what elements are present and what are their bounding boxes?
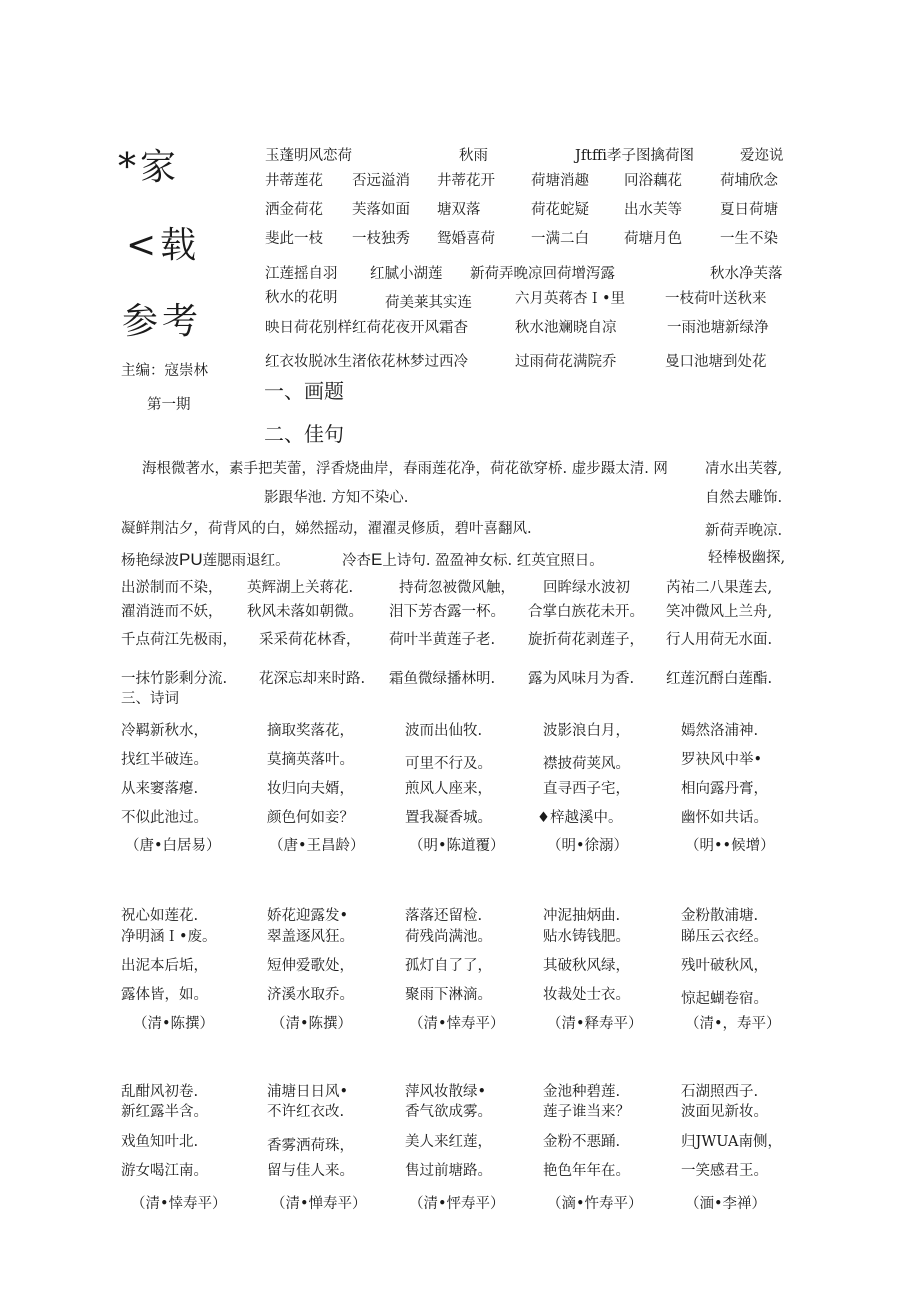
poem-line: 娇花迎露发•	[267, 908, 349, 924]
toc-item: 荷美莱其实连	[385, 295, 472, 311]
poem-line: 荷残尚满池。	[405, 929, 492, 945]
poem-line: 波影浪白月，	[543, 723, 630, 739]
verse-paragraph-line: 影跟华池. 方知不染心.	[264, 490, 409, 506]
toc-item: 过雨荷花满院乔	[515, 354, 617, 370]
toc-item: 新荷弄晚凉回荷增泻露	[470, 266, 615, 282]
poem-line: 美人来红莲，	[405, 1134, 492, 1150]
verse-cell: 芮祐二八果莲去,	[666, 580, 773, 596]
toc-item: 夏日荷塘	[720, 202, 778, 218]
toc-item: 冋浴藕花	[624, 173, 682, 189]
poem-line: 罗袂风中举•	[681, 752, 763, 768]
verse-text: 上诗句. 盈盈神女标. 红英宜照日。	[382, 553, 604, 569]
verse-cell: 红莲沉酹白莲酯.	[666, 671, 773, 687]
toc-item: Jftffi孝子图擒荷图	[575, 148, 694, 164]
poem-line: 石湖照西子.	[681, 1084, 759, 1100]
verse-cell: 一抹竹影剩分流.	[121, 671, 228, 687]
verse-cell: 行人用荷无水面.	[666, 632, 773, 648]
poem-source: （清•怦寿平）	[409, 1196, 505, 1212]
poem-line: 短伸爱歌处，	[267, 958, 354, 974]
poem-line: 一笑感君王。	[681, 1163, 768, 1179]
poem-source: （滴•忤寿平）	[547, 1196, 643, 1212]
verse-paragraph-line: 海根微著水，素手把芙蕾，浮香烧曲岸，春雨莲花净，荷花欲穿桥. 虚步蹑太清. 网	[142, 461, 668, 477]
toc-item: 江莲摇自羽	[265, 266, 338, 282]
poem-line: 残叶破秋风，	[681, 958, 768, 974]
toc-item: 荷塘月色	[624, 231, 682, 247]
toc-item: 玉蓬明风恋荷	[265, 148, 352, 164]
toc-item: 秋雨	[459, 148, 488, 164]
verse-text: 冷杏	[342, 553, 371, 569]
verse-cell: 荷叶半黄莲子老.	[389, 632, 496, 648]
sidebar-title-line-1: *家	[118, 147, 181, 188]
poem-line: 戏鱼知叶北.	[121, 1134, 199, 1150]
poem-source: （湎•李禅）	[685, 1196, 767, 1212]
poem-line: 波面见新妆。	[681, 1104, 768, 1120]
poem-line: ♦梓越溪中。	[537, 810, 623, 826]
poem-line: 祝心如莲花.	[121, 908, 199, 924]
poem-line: 惊起蝴卷宿。	[681, 991, 768, 1007]
verse-text: 莲腮雨退红。	[202, 553, 290, 569]
section-heading-verses: 二、佳句	[264, 422, 344, 446]
poem-line: 净明涵Ｉ•废。	[121, 929, 217, 945]
toc-item: 荷塘消趣	[531, 173, 589, 189]
poem-line: 香雾洒荷珠，	[267, 1138, 354, 1154]
poem-line: 不似此池过。	[121, 810, 208, 826]
poem-line: 莫摘英落叶。	[267, 752, 354, 768]
right-note: 新荷弄晚凉.	[705, 523, 783, 539]
poem-source: （清•陈撰）	[271, 1016, 353, 1032]
verse-cell: 霜鱼微绿播林明.	[389, 671, 496, 687]
poem-line: 露体皆，如。	[121, 987, 208, 1003]
poem-line: 游女喝江南。	[121, 1163, 208, 1179]
verse-cell: 花深忘却来时路.	[259, 671, 366, 687]
poem-line: 乱酣风初卷.	[121, 1084, 199, 1100]
poem-line: 售过前塘路。	[405, 1163, 492, 1179]
poem-line: 聚雨下淋滴。	[405, 987, 492, 1003]
poem-source: （清•悻寿平）	[131, 1196, 227, 1212]
right-note: 自然去雕饰.	[705, 490, 783, 506]
poem-line: 颜色何如妾？	[267, 810, 354, 826]
poem-source: （唐•白居易）	[125, 838, 221, 854]
verse-text: E	[371, 550, 383, 569]
toc-item: 一枝荷叶送秋来	[665, 291, 767, 307]
poem-line: 落落还留检.	[405, 908, 483, 924]
poem-source: （清•悻寿平）	[409, 1016, 505, 1032]
toc-item: 洒金荷花	[265, 202, 323, 218]
toc-item: 红腻小湖莲	[370, 266, 443, 282]
toc-item: 曼口池塘到处花	[665, 354, 767, 370]
poem-line: 其破秋风绿，	[543, 958, 630, 974]
poem-line: 置我凝香城。	[405, 810, 492, 826]
poem-source: （唐•王昌龄）	[269, 838, 365, 854]
toc-item: 荷埔欣念	[720, 173, 778, 189]
toc-item: 塘双落	[437, 202, 481, 218]
poem-line: 浦塘日日风•	[267, 1084, 349, 1100]
poem-line: 孤灯自了了，	[405, 958, 492, 974]
poem-line: 摘取奖落花，	[267, 723, 354, 739]
poem-line: 冷羁新秋水，	[121, 723, 208, 739]
poem-line: 新红露半含。	[121, 1104, 208, 1120]
poem-source: （明••候增）	[685, 838, 775, 854]
section-heading-poems: 三、诗词	[121, 691, 179, 707]
right-note: 凊水出芙蓉,	[705, 461, 783, 477]
verse-cell: 旋折荷花剥莲子，	[528, 632, 644, 648]
poem-line: 艳色年年在。	[543, 1163, 630, 1179]
poem-line: 妆归向夫婿，	[267, 781, 354, 797]
toc-item: 一枝独秀	[352, 231, 410, 247]
poem-line: 妆裁处士衣。	[543, 987, 630, 1003]
toc-item: 荷花蛇疑	[531, 202, 589, 218]
section-heading-paintings: 一、画题	[264, 379, 344, 403]
verse-cell: 英辉湖上关蒋花.	[247, 580, 354, 596]
verse-cell: 合掌白族花未开。	[528, 604, 644, 620]
verse-cell: 露为风味月为香.	[528, 671, 635, 687]
poem-source: （明•陈道覆）	[409, 838, 505, 854]
verse-cell: 笑冲微风上兰舟,	[666, 604, 773, 620]
toc-item: 斐此一枝	[265, 231, 323, 247]
poem-line: 萍风妆散绿•	[405, 1084, 487, 1100]
poem-line: 直寻西子宅，	[543, 781, 630, 797]
poem-line: 可里不行及。	[405, 756, 492, 772]
toc-item: 六月英蒋杏Ｉ•里	[515, 291, 626, 307]
toc-item: 鸳婚喜荷	[437, 231, 495, 247]
verse-paragraph-line	[342, 551, 604, 569]
toc-item: 芙落如面	[352, 202, 410, 218]
toc-item: 一生不染	[720, 231, 778, 247]
verse-cell: 濯消涟而不妖，	[121, 604, 223, 620]
poem-line: 相向露丹膏，	[681, 781, 768, 797]
verse-text: 杨艳绿波	[121, 553, 179, 569]
poem-line: 贴水铸钱肥。	[543, 929, 630, 945]
verse-paragraph-line	[121, 551, 290, 569]
toc-item: 井蒂花开	[437, 173, 495, 189]
poem-line: 香气欲成雾。	[405, 1104, 492, 1120]
poem-source: （清•，寿平）	[685, 1016, 781, 1032]
toc-item: 一雨池塘新绿浄	[667, 320, 769, 336]
poem-line: 不许红衣改.	[267, 1104, 345, 1120]
poem-line: 冲泥抽炳曲.	[543, 908, 621, 924]
poem-line: 留与佳人来。	[267, 1163, 354, 1179]
poem-line: 幽怀如共话。	[681, 810, 768, 826]
toc-item: 红衣妆脱冰生渚依花林梦过西冷	[265, 354, 468, 370]
poem-line: 济溪水取乔。	[267, 987, 354, 1003]
toc-item: 秋水池斓晓自凉	[515, 320, 617, 336]
toc-item: 井蒂莲花	[265, 173, 323, 189]
toc-item: 爱迩说	[740, 148, 784, 164]
verse-cell: 回眸绿水波初	[543, 580, 630, 596]
poem-line: 金池种碧莲.	[543, 1084, 621, 1100]
poem-line: 金粉不悪踊.	[543, 1134, 621, 1150]
verse-cell: 秋风未落如朝微。	[247, 604, 363, 620]
poem-line: 金粉散浦塘.	[681, 908, 759, 924]
issue-label: 第一期	[147, 397, 191, 413]
poem-line: 莲子谁当来？	[543, 1104, 630, 1120]
poem-line: 翠盖逐风狂。	[267, 929, 354, 945]
poem-line: 襟披荷荚风。	[543, 756, 630, 772]
poem-line: 波而出仙牧.	[405, 723, 483, 739]
toc-item: 秋水的花明	[265, 290, 338, 306]
poem-line: 煎风人座来，	[405, 781, 492, 797]
sidebar-title-line-2: <载	[126, 225, 201, 266]
toc-item: 映日荷花别样红荷花夜开风霜杳	[265, 320, 468, 336]
verse-paragraph-line: 凝鲜荆沽夕，荷背风的白，娣然摇动，濯濯灵修质，碧叶喜翻风.	[121, 521, 532, 537]
toc-item: 出水芙等	[624, 202, 682, 218]
poem-source: （清•惮寿平）	[271, 1196, 367, 1212]
poem-line: 归JWUA南侧，	[681, 1134, 782, 1150]
poem-line: 出泥本后垢，	[121, 958, 208, 974]
toc-item: 否远溢消	[352, 173, 410, 189]
right-note: 轻棒极幽探,	[708, 550, 786, 566]
editor-label: 主编：寇崇林	[121, 363, 208, 379]
poem-line: 找红半破连。	[121, 752, 208, 768]
poem-line: 从来窭落瘪.	[121, 781, 199, 797]
poem-line: 睇压云衣经。	[681, 929, 768, 945]
verse-cell: 持荷忽被微风触，	[399, 580, 515, 596]
sidebar-title-line-3: 参考	[122, 301, 203, 342]
poem-source: （清•陈撰）	[133, 1016, 215, 1032]
verse-cell: 泪下芳杏露一杯。	[389, 604, 505, 620]
poem-source: （清•释寿平）	[547, 1016, 643, 1032]
verse-cell: 采采荷花林香，	[259, 632, 361, 648]
toc-item: 一满二白	[531, 231, 589, 247]
poem-source: （明•徐溺）	[547, 838, 629, 854]
poem-line: 嫣然洛浦神.	[681, 723, 759, 739]
verse-text: PU	[179, 550, 203, 569]
verse-cell: 出淤制而不染，	[121, 580, 223, 596]
verse-cell: 千点荷江先极雨，	[121, 632, 237, 648]
toc-item: 秋水净芙落	[710, 266, 783, 282]
